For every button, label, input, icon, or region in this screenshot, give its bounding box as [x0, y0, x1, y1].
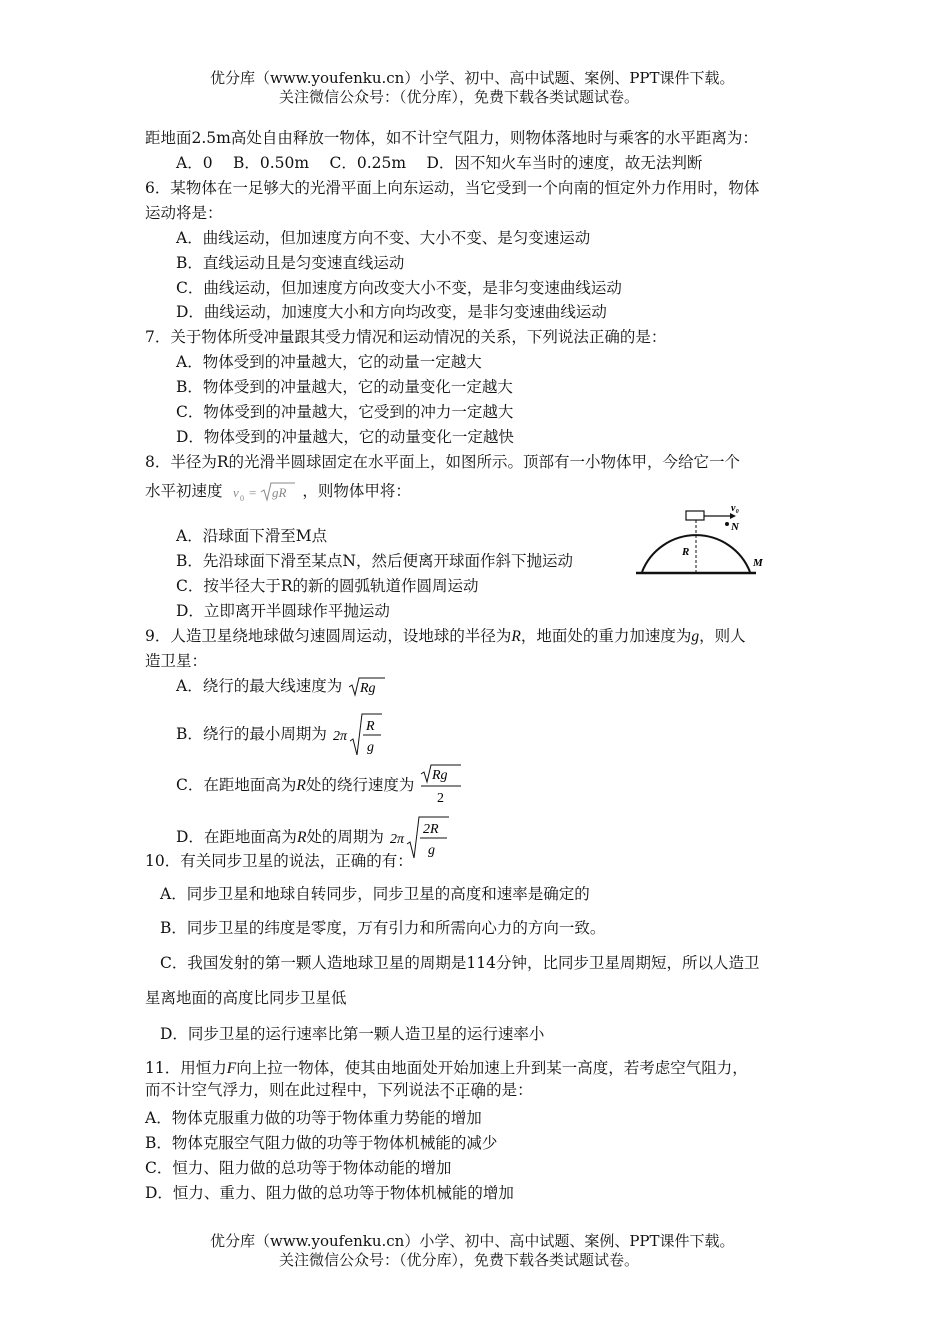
- q9-option-d-r: R: [296, 829, 307, 846]
- q6-stem-1: 6．某物体在一足够大的光滑平面上向东运动，当它受到一个向南的恒定外力作用时，物体: [145, 179, 760, 197]
- radicand: Rg: [360, 681, 376, 696]
- q9-option-a: [176, 674, 387, 698]
- header-line-2: 关注微信公众号：（优分库），免费下载各类试题试卷。: [279, 88, 640, 106]
- q8-option-c: C．按半径大于R的新的圆弧轨道作圆周运动: [176, 577, 479, 595]
- numerator: 2R: [422, 822, 439, 837]
- q8-stem-2-text-b: ，则物体甲将：: [302, 482, 411, 500]
- q8-stem-2: [145, 480, 411, 504]
- q11-stem-2: [145, 1080, 533, 1100]
- denominator: 2: [437, 791, 445, 806]
- q5-continuation: 距地面2.5m高处自由释放一物体，如不计空气阻力，则物体落地时与乘客的水平距离为：: [145, 129, 758, 147]
- footer-line-2: 关注微信公众号：（优分库），免费下载各类试题试卷。: [279, 1251, 640, 1269]
- q11-stem-1: [145, 1058, 748, 1079]
- q10-option-a: A．同步卫星和地球自转同步，同步卫星的高度和速率是确定的: [160, 885, 590, 903]
- q5-options: A．0 B．0.50m C．0.25m D．因不知火车当时的速度，故无法判断: [176, 154, 703, 172]
- numerator: R: [365, 719, 375, 734]
- q8-stem-2-text-a: 水平初速度: [145, 482, 223, 500]
- q11-stem-1-b: 向上拉一物体，使其由地面处开始加速上升到某一高度，若考虑空气阻力，: [236, 1059, 748, 1077]
- q8-initial-velocity-formula: [227, 480, 297, 504]
- q11-stem-2-a: 而不计空气浮力，则在此过程中，下列说法: [145, 1081, 440, 1099]
- q10-option-c-1: C．我国发射的第一颗人造地球卫星的周期是114分钟，比同步卫星周期短，所以人造卫: [160, 954, 760, 972]
- emphasis-char-1: 不: [439, 1081, 456, 1099]
- denominator: g: [427, 843, 435, 858]
- q7-option-d: D．物体受到的冲量越大，它的动量变化一定越快: [176, 428, 514, 446]
- numerator: Rg: [432, 768, 448, 783]
- q9-option-d-text-1: D．在距地面高为: [176, 828, 297, 846]
- q7-option-b: B．物体受到的冲量越大，它的动量变化一定越大: [176, 378, 513, 396]
- q10-option-c-2: 星离地面的高度比同步卫星低: [145, 989, 347, 1007]
- q6-option-b: B．直线运动且是匀变速直线运动: [176, 254, 405, 272]
- emphasis-char-3: 确: [470, 1081, 487, 1099]
- q9-option-a-formula: [347, 674, 387, 698]
- q9-option-b-text: B．绕行的最小周期为: [176, 725, 327, 743]
- footer-line-1: 优分库（www.youfenku.cn）小学、初中、高中试题、案例、PPT课件下载。: [210, 1232, 735, 1250]
- q9-stem-1-b: ，地面处的重力加速度为: [520, 627, 692, 645]
- q9-option-a-text: A．绕行的最大线速度为: [176, 677, 343, 695]
- small-block: [686, 511, 704, 520]
- q7-stem: 7．关于物体所受冲量跟其受力情况和运动情况的关系，下列说法正确的是：: [145, 328, 667, 346]
- q9-option-c-text-2: 处的绕行速度为: [305, 776, 415, 794]
- q10-option-b: B．同步卫星的纬度是零度，万有引力和所需向心力的方向一致。: [160, 919, 606, 937]
- q6-option-d: D．曲线运动，加速度大小和方向均改变，是非匀变速曲线运动: [176, 303, 607, 321]
- q8-hemisphere-figure: [630, 500, 770, 580]
- q11-option-b: B．物体克服空气阻力做的功等于物体机械能的减少: [145, 1134, 498, 1152]
- q9-stem-1-a: 9．人造卫星绕地球做匀速圆周运动，设地球的半径为: [145, 627, 512, 645]
- label-v0: v₀: [731, 503, 739, 514]
- denominator: g: [366, 740, 374, 755]
- q9-stem-2: 造卫星：: [145, 652, 208, 670]
- q11-stem-2-b: 的是：: [486, 1081, 533, 1099]
- label-r: R: [682, 546, 690, 558]
- header-line-1: 优分库（www.youfenku.cn）小学、初中、高中试题、案例、PPT课件下载。: [210, 69, 735, 87]
- q9-option-c-r: R: [296, 777, 306, 794]
- q9-option-d-text-2: 处的周期为: [306, 828, 384, 846]
- q8-stem-1: 8．半径为R的光滑半圆球固定在水平面上，如图所示。顶部有一小物体甲，今给它一个: [145, 453, 741, 471]
- q8-option-b: B．先沿球面下滑至某点N，然后便离开球面作斜下抛运动: [176, 552, 573, 570]
- q9-symbol-g: g: [691, 628, 700, 645]
- q9-option-b-formula: [332, 711, 384, 759]
- q8-formula-equals: =: [249, 485, 257, 500]
- q10-stem: 10．有关同步卫星的说法，正确的有：: [145, 852, 413, 870]
- q9-stem-1-c: ，则人: [699, 627, 746, 645]
- q9-option-c: [176, 762, 463, 810]
- q7-option-c: C．物体受到的冲量越大，它受到的冲力一定越大: [176, 403, 514, 421]
- point-n: [725, 522, 729, 526]
- q6-option-a: A．曲线运动，但加速度方向不变、大小不变、是匀变速运动: [176, 229, 591, 247]
- q9-stem-1: [145, 626, 746, 647]
- q9-option-b: [176, 711, 384, 759]
- emphasis-char-2: 正: [455, 1081, 471, 1099]
- q8-option-a: A．沿球面下滑至M点: [176, 527, 328, 545]
- q8-formula-v: v: [233, 485, 240, 500]
- q6-stem-2: 运动将是：: [145, 204, 223, 222]
- prefix: 2π: [389, 832, 404, 847]
- q11-option-a: A．物体克服重力做的功等于物体重力势能的增加: [145, 1109, 482, 1127]
- label-n: N: [731, 521, 739, 533]
- q9-symbol-r: R: [511, 628, 521, 645]
- prefix: 2π: [332, 729, 347, 744]
- q11-symbol-f: F: [226, 1060, 237, 1077]
- q10-option-d: D．同步卫星的运行速率比第一颗人造卫星的运行速率小: [160, 1025, 545, 1043]
- q7-option-a: A．物体受到的冲量越大，它的动量一定越大: [176, 353, 482, 371]
- q8-option-d: D．立即离开半圆球作平抛运动: [176, 602, 390, 620]
- q11-option-c: C．恒力、阻力做的总功等于物体动能的增加: [145, 1159, 452, 1177]
- q9-option-c-text-1: C．在距地面高为: [176, 776, 297, 794]
- q8-formula-subscript: 0: [240, 494, 245, 503]
- q11-option-d: D．恒力、重力、阻力做的总功等于物体机械能的增加: [145, 1184, 514, 1202]
- label-m: M: [753, 557, 763, 569]
- q9-option-c-formula: [419, 762, 463, 810]
- q6-option-c: C．曲线运动，但加速度方向改变大小不变，是非匀变速曲线运动: [176, 279, 622, 297]
- q8-formula-radicand: gR: [272, 485, 287, 500]
- q11-stem-1-a: 11．用恒力: [145, 1059, 227, 1077]
